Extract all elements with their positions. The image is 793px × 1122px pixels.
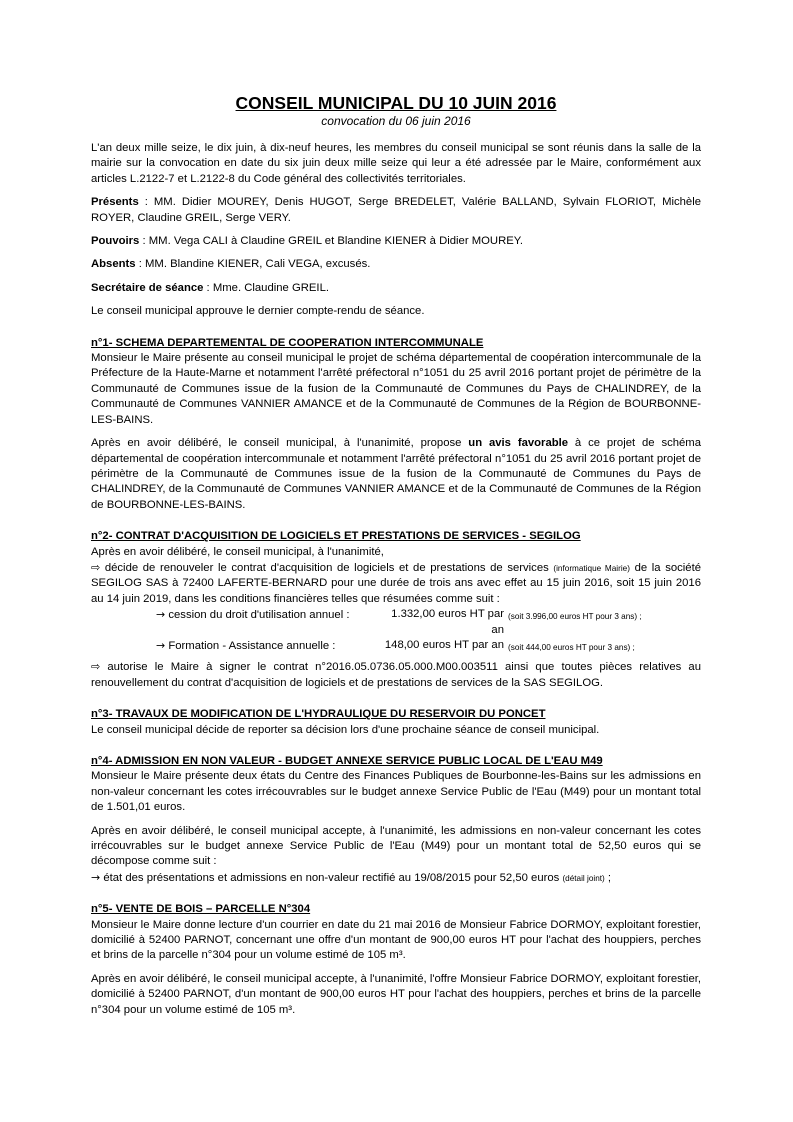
section-1-heading: n°1- SCHEMA DEPARTEMENTAL DE COOPERATION INTERCOMMUNALE [91,336,484,349]
section-5 [91,902,701,1018]
section-1-p2-a: Après en avoir délibéré, le conseil municipal, à l'unanimité, propose [91,437,469,450]
section-2-paragraph-1: Après en avoir délibéré, le conseil municipal, à l'unanimité, [91,545,384,558]
section-3 [91,707,701,738]
section-1-p2-bold: un avis favorable [468,437,569,450]
presents-line [91,195,701,226]
fee-row-label: Formation - Assistance annuelle : [168,639,336,652]
pouvoirs-line [91,234,701,249]
section-1-p2-c: à ce projet de schéma départemental de coopération intercommunale et notamment l'arrêté préfectoral n°1051 du 25 avril 2016 portant projet de périmètre de la Communauté de Communes issue de la fusion de la Communauté de Communes du Pays de CHALINDREY, de la Communauté de Communes VANNIER AMANCE et de la Communauté de Communes de la Région de BOURBONNE-LES-BAINS. [91,437,701,511]
fee-row-1 [91,607,701,638]
intro-paragraph: L'an deux mille seize, le dix juin, à dix-neuf heures, les membres du conseil municipal se sont réunis dans la salle de la mairie sur la convocation en date du six juin deux mille seize qui leur a été adressée par le Maire, conformément aux articles L.2122-7 et L.2122-8 du Code général des collectivités territoriales. [91,142,701,185]
page-title: CONSEIL MUNICIPAL DU 10 JUIN 2016 [235,93,557,113]
right-arrow-icon: ⇨ [91,560,101,574]
fee-row-amount: 1.332,00 euros HT par an [391,608,504,636]
section-2-paragraph-2 [91,560,701,607]
section-1-paragraph-1: Monsieur le Maire présente au conseil municipal le projet de schéma départemental de coopération intercommunale de la Préfecture de la Haute-Marne et notamment l'arrêté préfectoral n°1051 du 25 avril 2016 portant projet de périmètre de la Communauté de Communes issue de la fusion de la Communauté de Communes du Pays de CHALINDREY, de la Communauté de Communes VANNIER AMANCE et de la Communauté de Communes de la Région de BOURBONNE-LES-BAINS. [91,352,701,426]
fee-row-label: cession du droit d'utilisation annuel : [168,609,350,622]
section-4-heading: n°4- ADMISSION EN NON VALEUR - BUDGET ANNEXE SERVICE PUBLIC LOCAL DE L'EAU M49 [91,755,603,767]
section-1 [91,336,701,513]
section-4-p3-note: (détail joint) [562,873,605,883]
section-4-paragraph-2: Après en avoir délibéré, le conseil municipal accepte, à l'unanimité, les admissions en non-valeur concernant les cotes irrécouvrables sur le budget annexe Service Public de l'Eau (M49) pour un montant total de 52,50 euros qui se décompose comme suit : [91,824,701,868]
section-2-p2-a: décide de renouveler le contrat d'acquisition de logiciels et de prestations de services [100,561,554,574]
section-4-paragraph-1: Monsieur le Maire présente deux états du Centre des Finances Publiques de Bourbonne-les-Bains sur les admissions en non-valeur concernant les cotes irrécouvrables sur le budget annexe Service Public de l'Eau (M49) pour un montant total de 1.501,01 euros. [91,770,701,814]
secretaire-line [91,281,701,296]
presents-text: : MM. Didier MOUREY, Denis HUGOT, Serge BREDELET, Valérie BALLAND, Sylvain FLORIOT, Michèle ROYER, Claudine GREIL, Serge VERY. [91,196,701,224]
arrow-bullet-icon: → [156,638,166,652]
right-arrow-icon: ⇨ [91,660,101,674]
section-2 [91,529,701,691]
fee-row-note: (soit 444,00 euros HT pour 3 ans) ; [508,642,635,652]
section-2-p3: autorise le Maire à signer le contrat n°2016.05.0736.05.000.M00.003511 ainsi que toutes pièces relatives au renouvellement du contrat d'acquisition de logiciels et de prestations de services de la SAS SEGILOG. [91,661,701,689]
section-1-paragraph-2 [91,436,701,513]
arrow-bullet-icon: → [156,608,166,622]
absents-line [91,257,701,272]
section-3-paragraph-1: Le conseil municipal décide de reporter sa décision lors d'une prochaine séance de conseil municipal. [91,723,600,736]
pouvoirs-text: : MM. Vega CALI à Claudine GREIL et Blandine KIENER à Didier MOUREY. [139,235,523,248]
section-2-paragraph-3 [91,659,701,691]
approval-line: Le conseil municipal approuve le dernier compte-rendu de séance. [91,305,425,318]
absents-label: Absents [91,258,136,271]
pouvoirs-label: Pouvoirs [91,235,140,248]
secretaire-text: : Mme. Claudine GREIL. [203,281,329,294]
section-3-heading: n°3- TRAVAUX DE MODIFICATION DE L'HYDRAULIQUE DU RESERVOIR DU PONCET [91,708,546,721]
section-5-heading: n°5- VENTE DE BOIS – PARCELLE N°304 [91,903,311,916]
section-4-p3-b: ; [604,871,612,884]
presents-label: Présents [91,196,139,209]
section-2-p2-note: (informatique Mairie) [553,563,630,573]
section-2-p2-b: de la société SEGILOG SAS à 72400 LAFERTE-BERNARD pour une durée de trois ans avec effet au 15 juin 2016, soit 15 juin 2016 au 14 juin 2019, dans les conditions financières telles que résumées comme suit : [91,561,702,605]
section-5-paragraph-1: Monsieur le Maire donne lecture d'un courrier en date du 21 mai 2016 de Monsieur Fabrice DORMOY, exploitant forestier, domicilié à 52400 PARNOT, concernant une offre d'un montant de 900,00 euros HT pour l'achat des houppiers, perches et brins de la parcelle n°304 pour un volume estimé de 105 m³. [91,918,701,962]
secretaire-label: Secrétaire de séance [91,281,204,294]
document-page [91,92,701,1026]
section-4 [91,754,701,886]
fee-row-2 [91,638,701,655]
page-subtitle: convocation du 06 juin 2016 [321,114,471,128]
section-4-p3-a: état des présentations et admissions en non-valeur rectifié au 19/08/2015 pour 52,50 euros [100,871,563,884]
arrow-bullet-icon: → [91,870,101,884]
fee-row-note: (soit 3.996,00 euros HT pour 3 ans) ; [508,612,642,622]
fee-row-amount: 148,00 euros HT par an [384,638,504,651]
absents-text: : MM. Blandine KIENER, Cali VEGA, excusés. [135,258,371,271]
section-4-paragraph-3 [91,870,701,886]
section-5-paragraph-2: Après en avoir délibéré, le conseil municipal accepte, à l'unanimité, l'offre Monsieur Fabrice DORMOY, exploitant forestier, domicilié à 52400 PARNOT, d'un montant de 900,00 euros HT pour l'achat des houppiers, perches et brins de la parcelle n°304 pour un volume estimé de 105 m³. [91,972,701,1016]
section-2-heading: n°2- CONTRAT D'ACQUISITION DE LOGICIELS ET PRESTATIONS DE SERVICES - SEGILOG [91,530,581,543]
